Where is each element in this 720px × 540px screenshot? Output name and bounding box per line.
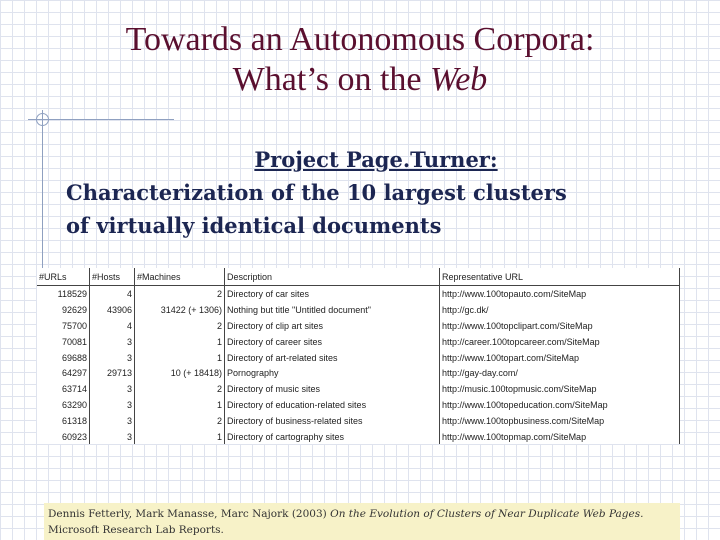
cell-hosts: 3 [90, 334, 135, 350]
cell-hosts: 4 [90, 286, 135, 302]
citation-paper-title: On the Evolution of Clusters of Near Duplicate Web Pages. [330, 508, 644, 520]
header-machines: #Machines [135, 268, 225, 286]
cell-description: Directory of art-related sites [225, 350, 440, 366]
cell-hosts: 43906 [90, 302, 135, 318]
cell-description: Directory of career sites [225, 334, 440, 350]
cell-representative-url: http://www.100topclipart.com/SiteMap [440, 318, 680, 334]
cell-urls: 63290 [37, 397, 90, 413]
header-urls: #URLs [37, 268, 90, 286]
cell-urls: 69688 [37, 350, 90, 366]
table-row [37, 318, 680, 334]
clusters-table-image [37, 268, 680, 444]
citation-footer [44, 503, 680, 540]
cell-machines: 2 [135, 381, 225, 397]
cell-machines: 2 [135, 286, 225, 302]
cell-urls: 75700 [37, 318, 90, 334]
cell-description: Directory of clip art sites [225, 318, 440, 334]
table-row [37, 397, 680, 413]
cell-representative-url: http://www.100topart.com/SiteMap [440, 350, 680, 366]
header-representative-url: Representative URL [440, 268, 680, 286]
cell-description: Directory of cartography sites [225, 429, 440, 444]
cell-description: Pornography [225, 365, 440, 381]
cell-hosts: 3 [90, 350, 135, 366]
title-line-2 [0, 60, 720, 100]
cell-urls: 70081 [37, 334, 90, 350]
title-line-1: Towards an Autonomous Corpora: [125, 21, 595, 58]
table-row [37, 413, 680, 429]
table-row [37, 286, 680, 302]
cell-machines: 2 [135, 318, 225, 334]
subtitle-line-2: Characterization of the 10 largest clusters [66, 180, 567, 205]
cell-urls: 92629 [37, 302, 90, 318]
cell-hosts: 3 [90, 429, 135, 444]
cell-urls: 64297 [37, 365, 90, 381]
cell-representative-url: http://www.100topmap.com/SiteMap [440, 429, 680, 444]
table-row [37, 429, 680, 444]
subtitle-project-name: Project Page.Turner: [254, 147, 498, 172]
table-row [37, 350, 680, 366]
cell-machines: 1 [135, 334, 225, 350]
cell-machines: 31422 (+ 1306) [135, 302, 225, 318]
cell-machines: 1 [135, 429, 225, 444]
clusters-table [37, 268, 680, 444]
cell-machines: 10 (+ 18418) [135, 365, 225, 381]
cell-urls: 61318 [37, 413, 90, 429]
cell-hosts: 3 [90, 381, 135, 397]
title-line-2-emphasis: Web [430, 61, 488, 98]
cell-representative-url: http://career.100topcareer.com/SiteMap [440, 334, 680, 350]
cell-urls: 60923 [37, 429, 90, 444]
cell-representative-url: http://gay-day.com/ [440, 365, 680, 381]
cell-urls: 63714 [37, 381, 90, 397]
cell-machines: 1 [135, 350, 225, 366]
citation-authors: Dennis Fetterly, Mark Manasse, Marc Najork (2003) [48, 508, 331, 520]
cell-hosts: 3 [90, 397, 135, 413]
cell-hosts: 29713 [90, 365, 135, 381]
table-row [37, 334, 680, 350]
table-row [37, 365, 680, 381]
table-body [37, 286, 680, 445]
table-header-row [37, 268, 680, 286]
cell-representative-url: http://gc.dk/ [440, 302, 680, 318]
cell-representative-url: http://www.100topeducation.com/SiteMap [440, 397, 680, 413]
cell-description: Directory of education-related sites [225, 397, 440, 413]
table-row [37, 302, 680, 318]
title-line-2-text: What’s on the [232, 61, 431, 98]
cell-hosts: 3 [90, 413, 135, 429]
cell-representative-url: http://www.100topbusiness.com/SiteMap [440, 413, 680, 429]
decorative-vertical-line [42, 110, 43, 290]
subtitle-line-3: of virtually identical documents [66, 213, 442, 238]
slide-subtitle [66, 143, 706, 242]
cell-description: Directory of business-related sites [225, 413, 440, 429]
slide-title [0, 20, 720, 100]
table-row [37, 381, 680, 397]
cell-urls: 118529 [37, 286, 90, 302]
cell-description: Directory of music sites [225, 381, 440, 397]
cell-machines: 2 [135, 413, 225, 429]
cell-description: Directory of car sites [225, 286, 440, 302]
decorative-circle [36, 113, 49, 126]
cell-representative-url: http://music.100topmusic.com/SiteMap [440, 381, 680, 397]
header-description: Description [225, 268, 440, 286]
cell-hosts: 4 [90, 318, 135, 334]
cell-description: Nothing but title "Untitled document" [225, 302, 440, 318]
header-hosts: #Hosts [90, 268, 135, 286]
citation-source: Microsoft Research Lab Reports. [48, 524, 224, 536]
cell-machines: 1 [135, 397, 225, 413]
decorative-horizontal-line [28, 119, 174, 120]
cell-representative-url: http://www.100topauto.com/SiteMap [440, 286, 680, 302]
